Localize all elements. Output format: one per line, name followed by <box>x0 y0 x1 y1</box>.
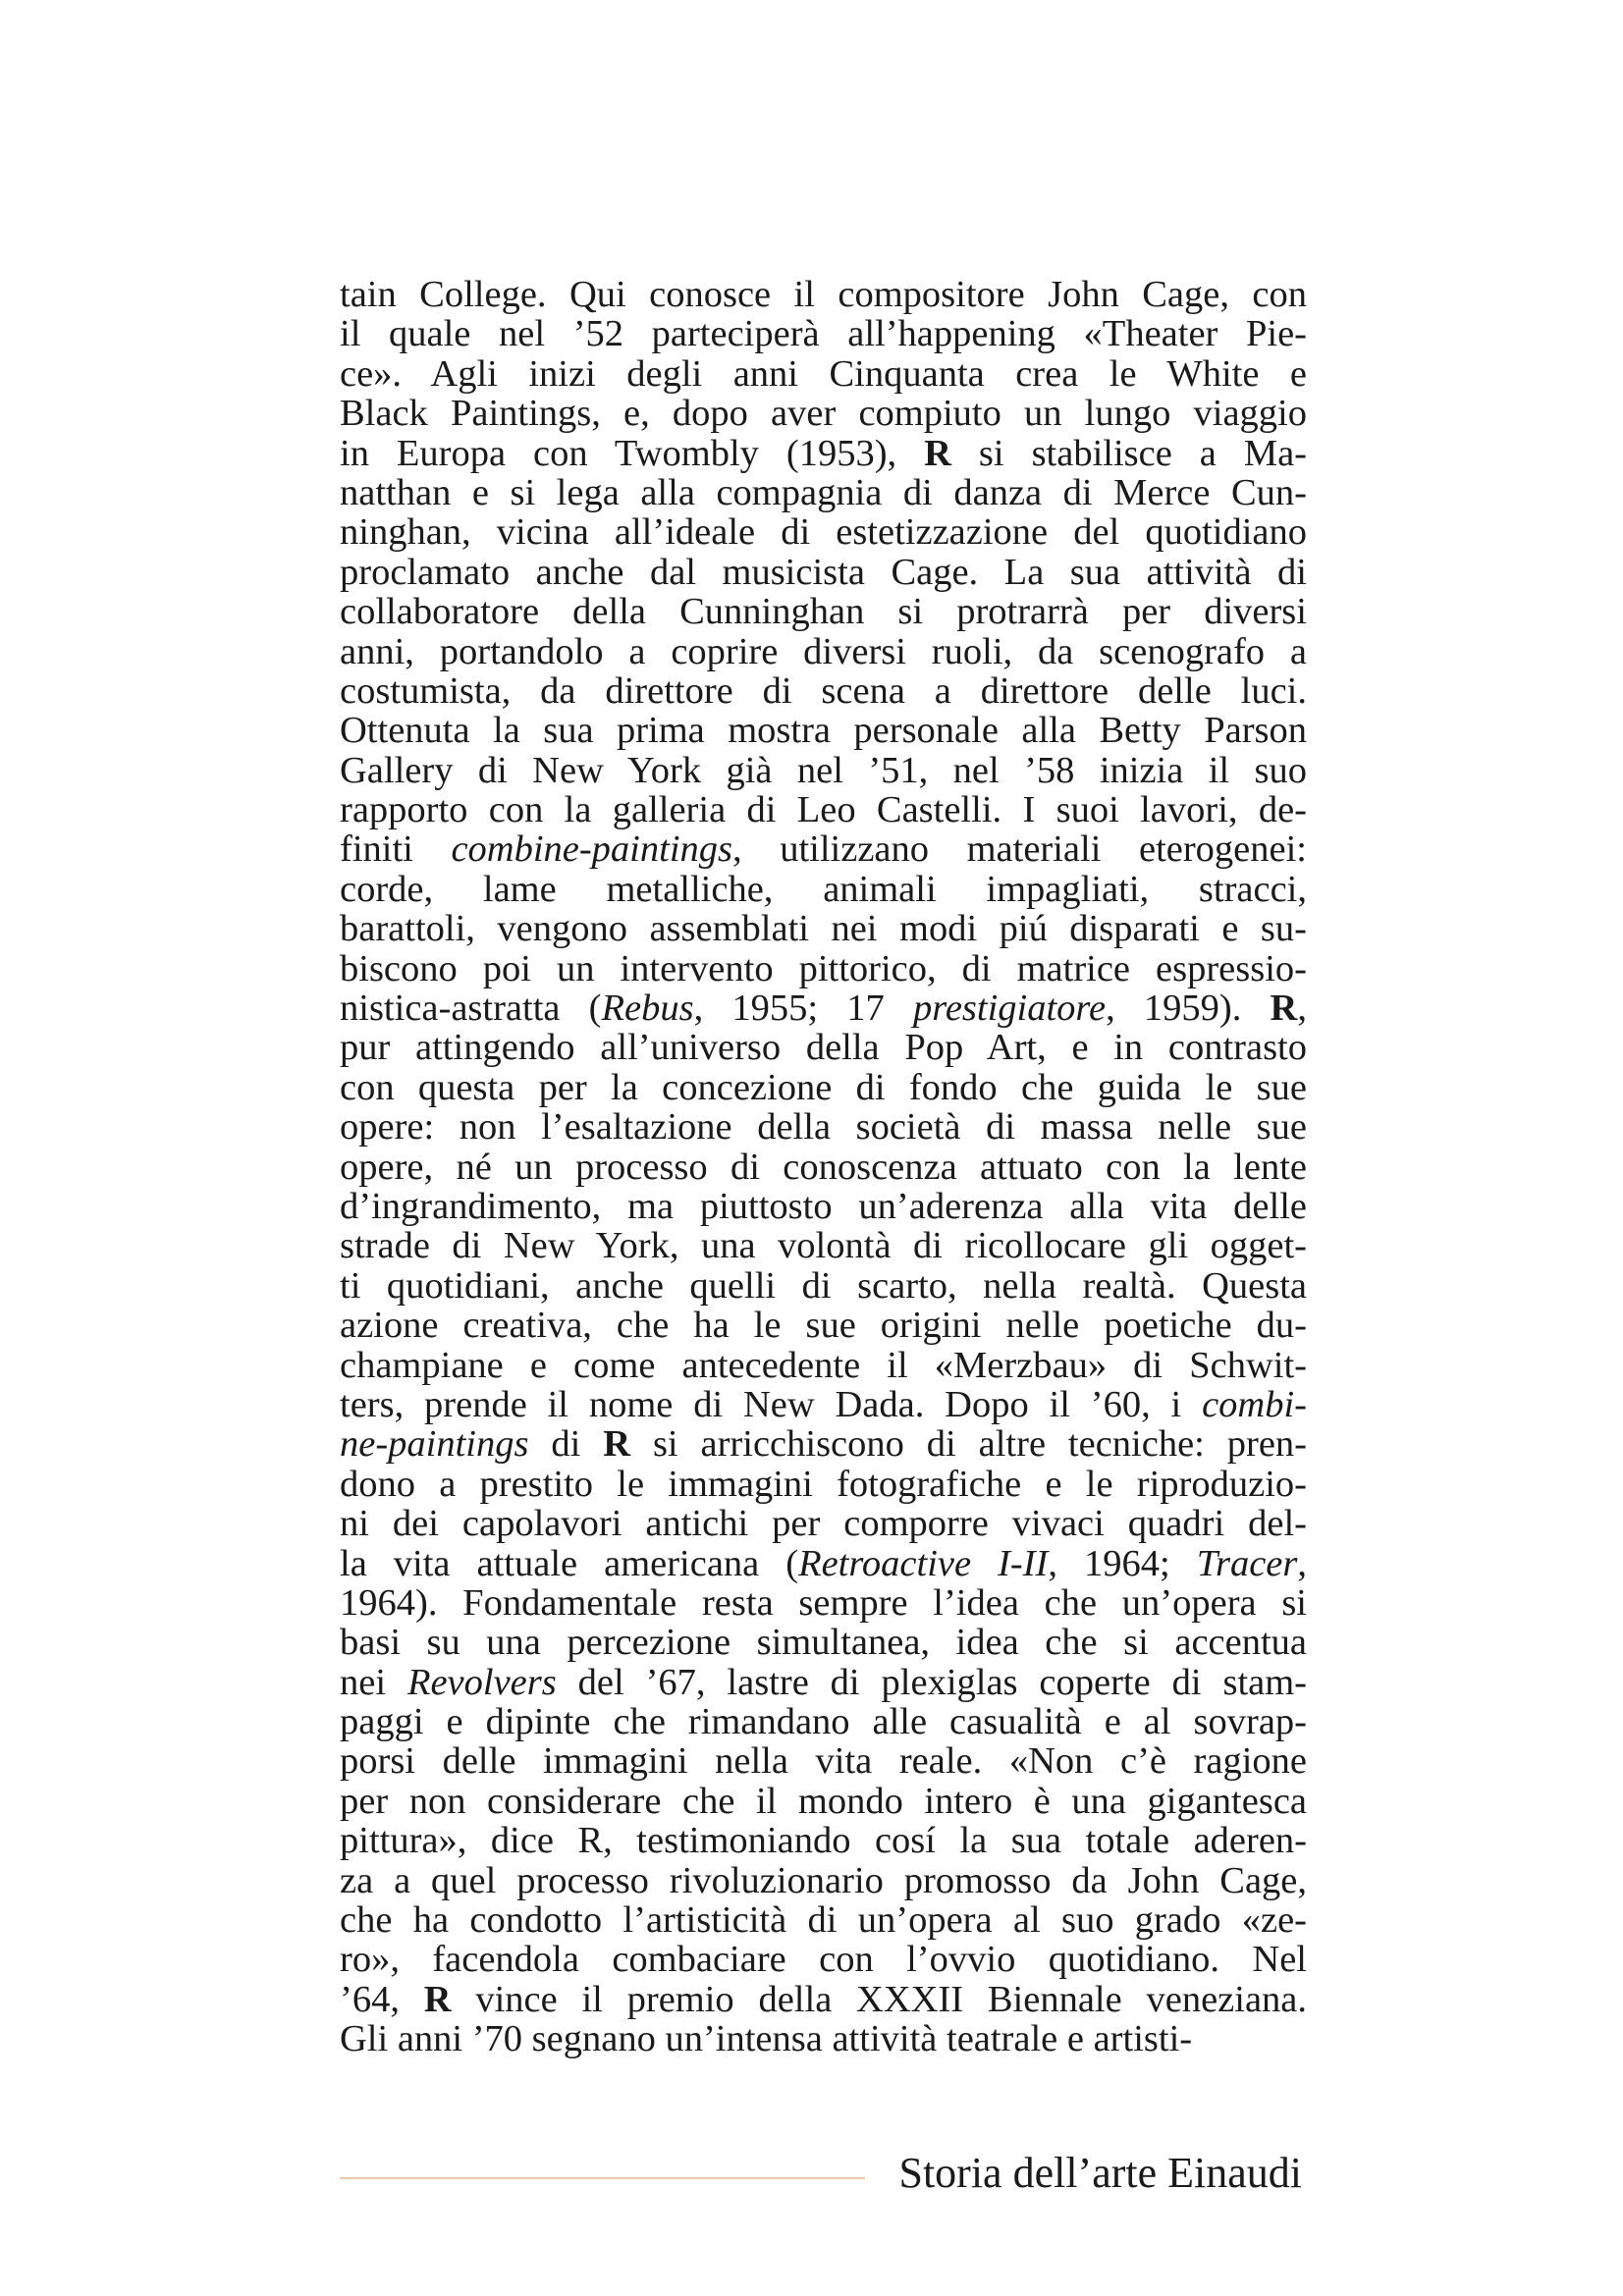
text-run: , 1964; <box>1048 1542 1197 1584</box>
text-line <box>340 1663 1307 1702</box>
text-line <box>340 1028 1307 1067</box>
text-line <box>340 1583 1307 1623</box>
text-run: basi su una percezione simultanea, idea che si accentua <box>340 1622 1307 1664</box>
text-line <box>340 1900 1307 1940</box>
text-run: d’ingrandimento, ma piuttosto un’aderenza alla vita delle <box>340 1185 1307 1227</box>
text-line <box>340 671 1307 711</box>
text-run: ’64, <box>340 1978 424 2020</box>
italic-title: combi- <box>1202 1383 1307 1425</box>
text-run: Gallery di New York già nel ’51, nel ’58 inizia il suo <box>340 749 1307 791</box>
text-run: , <box>1297 1542 1307 1584</box>
text-run: in Europa con Twombly (1953), <box>340 432 925 474</box>
text-run: tain College. Qui conosce il compositore John Cage, con <box>340 274 1307 315</box>
text-line <box>340 354 1307 394</box>
text-run: , 1959). <box>1106 988 1271 1030</box>
text-run: za a quel processo rivoluzionario promosso da John Cage, <box>340 1859 1307 1901</box>
text-run: ninghan, vicina all’ideale di estetizzazione del quotidiano <box>340 511 1307 554</box>
text-line <box>340 711 1307 750</box>
text-run: proclamato anche dal musicista Cage. La sua attività di <box>340 551 1307 593</box>
text-run: con questa per la concezione di fondo che guida le sue <box>340 1066 1307 1108</box>
text-run: strade di New York, una volontà di ricollocare gli ogget- <box>340 1225 1307 1267</box>
artist-initial: R <box>1270 988 1298 1030</box>
text-run: nistica-astratta ( <box>340 988 602 1030</box>
text-run: Ottenuta la sua prima mostra personale alla Betty Parson <box>340 710 1307 752</box>
text-line <box>340 473 1307 512</box>
text-line <box>340 1346 1307 1385</box>
text-line <box>340 1782 1307 1821</box>
text-line <box>340 1702 1307 1741</box>
text-run: opere: non l’esaltazione della società di massa nelle sue <box>340 1106 1307 1148</box>
text-line <box>340 275 1307 314</box>
text-line <box>340 434 1307 473</box>
text-run: , <box>1297 988 1307 1030</box>
body-text <box>340 275 1307 2059</box>
text-run: si stabilisce a Ma- <box>950 432 1307 474</box>
text-run: natthan e si lega alla compagnia di danza di Merce Cun- <box>340 471 1307 513</box>
text-run: rapporto con la galleria di Leo Castelli. I suoi lavori, de- <box>340 789 1307 831</box>
text-line <box>340 1385 1307 1424</box>
text-run: che ha condotto l’artisticità di un’opera al suo grado «ze- <box>340 1899 1307 1942</box>
italic-title: Revolvers <box>406 1661 557 1703</box>
text-run: , 1955; 17 <box>693 988 914 1030</box>
text-run: ni dei capolavori antichi per comporre vivaci quadri del- <box>340 1503 1307 1545</box>
text-run: si arricchiscono di altre tecniche: pren- <box>630 1423 1307 1466</box>
italic-title: combine-paintings <box>451 828 733 871</box>
text-run: ters, prende il nome di New Dada. Dopo il ’60, i <box>340 1383 1203 1425</box>
text-run: 1964). Fondamentale resta sempre l’idea che un’opera si <box>340 1581 1307 1624</box>
text-line <box>340 1861 1307 1900</box>
text-run: costumista, da direttore di scena a direttore delle luci. <box>340 669 1307 712</box>
text-run: ce». Agli inizi degli anni Cinquanta crea le White e <box>340 352 1307 395</box>
text-line <box>340 790 1307 829</box>
text-line <box>340 592 1307 631</box>
text-run: azione creativa, che ha le sue origini nelle poetiche du- <box>340 1305 1307 1347</box>
text-line <box>340 1741 1307 1781</box>
text-line <box>340 751 1307 790</box>
text-run: pittura», dice R, testimoniando cosí la sua totale aderen- <box>340 1820 1307 1862</box>
text-line <box>340 1980 1307 2019</box>
text-line <box>340 1226 1307 1265</box>
text-line <box>340 314 1307 353</box>
artist-initial: R <box>423 1978 452 2020</box>
text-line <box>340 1821 1307 1860</box>
text-line <box>340 1940 1307 1979</box>
text-line <box>340 1266 1307 1306</box>
text-line <box>340 829 1307 869</box>
text-run: biscono poi un intervento pittorico, di matrice espressio- <box>340 947 1307 989</box>
text-run: , utilizzano materiali eterogenei: <box>732 828 1307 871</box>
text-line <box>340 1107 1307 1147</box>
text-run: opere, né un processo di conoscenza attuato con la lente <box>340 1146 1307 1188</box>
text-run: Black Paintings, e, dopo aver compiuto un lungo viaggio <box>340 393 1307 435</box>
text-line <box>340 553 1307 592</box>
text-run: barattoli, vengono assemblati nei modi piú disparati e su- <box>340 908 1307 950</box>
artist-initial: R <box>924 432 951 474</box>
text-run: Gli anni ’70 segnano un’intensa attività teatrale e artisti- <box>340 2018 1193 2060</box>
text-line <box>340 394 1307 433</box>
text-line <box>340 1306 1307 1345</box>
text-line <box>340 1187 1307 1226</box>
italic-title: Rebus <box>601 988 694 1030</box>
text-line <box>340 632 1307 671</box>
text-line <box>340 512 1307 552</box>
text-line <box>340 1424 1307 1464</box>
text-run: la vita attuale americana ( <box>340 1542 799 1584</box>
italic-title: Tracer <box>1196 1542 1298 1584</box>
text-run: nei <box>340 1661 407 1703</box>
text-line <box>340 988 1307 1028</box>
text-line <box>340 870 1307 909</box>
text-run: del ’67, lastre di plexiglas coperte di stam- <box>556 1661 1307 1703</box>
text-run: dono a prestito le immagini fotografiche e le riproduzio- <box>340 1463 1307 1505</box>
text-run: champiane e come antecedente il «Merzbau» di Schwit- <box>340 1344 1307 1386</box>
text-run: anni, portandolo a coprire diversi ruoli, da scenografo a <box>340 630 1307 672</box>
text-line <box>340 1623 1307 1662</box>
text-line <box>340 1544 1307 1583</box>
text-line <box>340 1148 1307 1187</box>
text-run: vince il premio della XXXII Biennale veneziana. <box>451 1978 1307 2020</box>
footer-rule <box>340 2177 865 2179</box>
text-line <box>340 1068 1307 1107</box>
text-line <box>340 1465 1307 1504</box>
italic-title: prestigiatore <box>913 988 1107 1030</box>
artist-initial: R <box>603 1423 631 1466</box>
text-run: finiti <box>340 828 452 871</box>
italic-title: Retroactive I-II <box>798 1542 1049 1584</box>
text-line <box>340 949 1307 988</box>
text-run: ro», facendola combaciare con l’ovvio quotidiano. Nel <box>340 1939 1307 1981</box>
text-run: ti quotidiani, anche quelli di scarto, nella realtà. Questa <box>340 1264 1307 1307</box>
text-run: pur attingendo all’universo della Pop Art, e in contrasto <box>340 1027 1307 1069</box>
footer-title: Storia dell’arte Einaudi <box>898 2149 1302 2197</box>
text-run: di <box>528 1423 604 1466</box>
text-run: per non considerare che il mondo intero è una gigantesca <box>340 1780 1307 1822</box>
text-line <box>340 1504 1307 1543</box>
text-line <box>340 909 1307 948</box>
text-run: porsi delle immagini nella vita reale. «Non c’è ragione <box>340 1740 1307 1783</box>
text-line <box>340 2019 1307 2058</box>
text-run: collaboratore della Cunninghan si protrarrà per diversi <box>340 591 1307 633</box>
text-run: corde, lame metalliche, animali impagliati, stracci, <box>340 868 1307 910</box>
text-run: paggi e dipinte che rimandano alle casualità e al sovrap- <box>340 1701 1307 1743</box>
text-run: il quale nel ’52 parteciperà all’happening «Theater Pie- <box>340 313 1307 355</box>
italic-title: ne-paintings <box>340 1423 529 1466</box>
